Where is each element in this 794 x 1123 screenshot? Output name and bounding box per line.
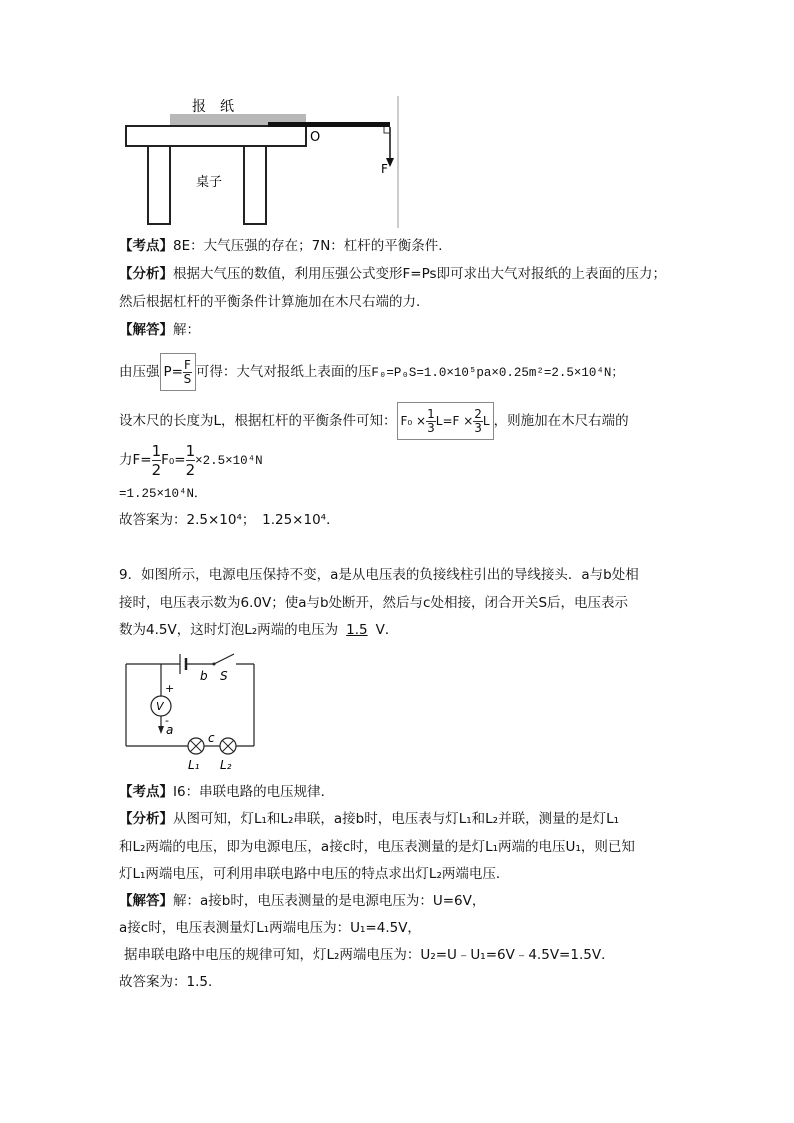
q9-jieda-2: a接c时，电压表测量灯L₁两端电压为：U₁=4.5V， [119, 920, 421, 936]
q8-pressure-line: 由压强 P= $\frac{F}{S}$ 可得：大气对报纸上表面的压F₀=P₀S=1.0×10⁵pa×0.25m²=2.5×10⁴N； [119, 353, 624, 391]
q9-stem-1: 9．如图所示，电源电压保持不变，a是从电压表的负接线柱引出的导线接头．a与b处相 [119, 567, 639, 583]
force-f-label: F [381, 162, 388, 176]
q9-fenxi: 【分析】从图可知，灯L₁和L₂串联，a接b时，电压表与灯L₁和L₂并联，测量的是灯L₁ [119, 811, 620, 827]
q8-kaodian: 【考点】8E：大气压强的存在；7N：杠杆的平衡条件． [119, 238, 452, 254]
table-leg-right [244, 146, 266, 224]
switch-blade [214, 654, 234, 664]
q9-jieda-3: 据串联电路中电压的规律可知，灯L₂两端电压为：U₂=U﹣U₁=6V﹣4.5V=1.5V． [124, 947, 615, 963]
label-s: S [220, 669, 228, 683]
lead-a-arrow [158, 726, 164, 734]
q9-fenxi-3: 灯L₁两端电压，可利用串联电路中电压的特点求出灯L₂两端电压． [119, 866, 510, 882]
label-l1: L₁ [188, 758, 200, 772]
right-angle-mark [384, 127, 390, 133]
label-l2: L₂ [220, 758, 232, 772]
newspaper-label: 报 纸 [192, 99, 234, 115]
q9-answer: 故答案为：1.5． [119, 974, 222, 990]
q9-stem-2: 接时，电压表示数为6.0V；使a与b处断开，然后与c处相接，闭合开关S后，电压表示 [119, 595, 629, 611]
wooden-ruler [268, 122, 390, 127]
label-b: b [200, 669, 208, 683]
q9-kaodian: 【考点】I6：串联电路的电压规律． [119, 784, 335, 800]
label-a: a [166, 723, 174, 737]
q8-force-line: 力F= $\frac{1}{2}$ F₀= $\frac{1}{2}$ ×2.5×10⁴N [119, 441, 263, 479]
circuit-figure [118, 646, 268, 772]
label-v: V [156, 700, 164, 713]
q8-result: =1.25×10⁴N． [119, 487, 207, 501]
q8-lever-line: 设木尺的长度为L，根据杠杆的平衡条件可知： F₀ × $\frac{1}{3}$ L=F × $\frac{2}{3}$ L ，则施加在木尺右端的 [119, 402, 629, 440]
q8-jieda: 【解答】解： [119, 322, 200, 338]
table-label: 桌子 [196, 175, 223, 190]
label-c: c [208, 731, 215, 745]
q8-answer: 故答案为：2.5×10⁴； 1.25×10⁴． [119, 512, 340, 528]
label-plus: + [165, 682, 175, 695]
q9-stem-3: 数为4.5V，这时灯泡L₂两端的电压为 1.5 V． [119, 622, 399, 638]
point-o-label: O [310, 130, 321, 145]
q9-jieda: 【解答】解：a接b时，电压表测量的是电源电压为：U=6V， [119, 893, 486, 909]
q8-fenxi: 【分析】根据大气压的数值，利用压强公式变形F=Ps即可求出大气对报纸的上表面的压力； [119, 266, 667, 282]
table-leg-left [148, 146, 170, 224]
table-top [126, 126, 306, 146]
label-minus: - [165, 714, 169, 727]
newspaper-lever-figure [118, 90, 408, 230]
q9-fenxi-2: 和L₂两端的电压，即为电源电压，a接c时，电压表测量的是灯L₁两端的电压U₁，则已知 [119, 839, 635, 855]
q9-answer-blank: 1.5 [346, 622, 368, 638]
q8-fenxi-2: 然后根据杠杆的平衡条件计算施加在木尺右端的力． [119, 294, 430, 310]
